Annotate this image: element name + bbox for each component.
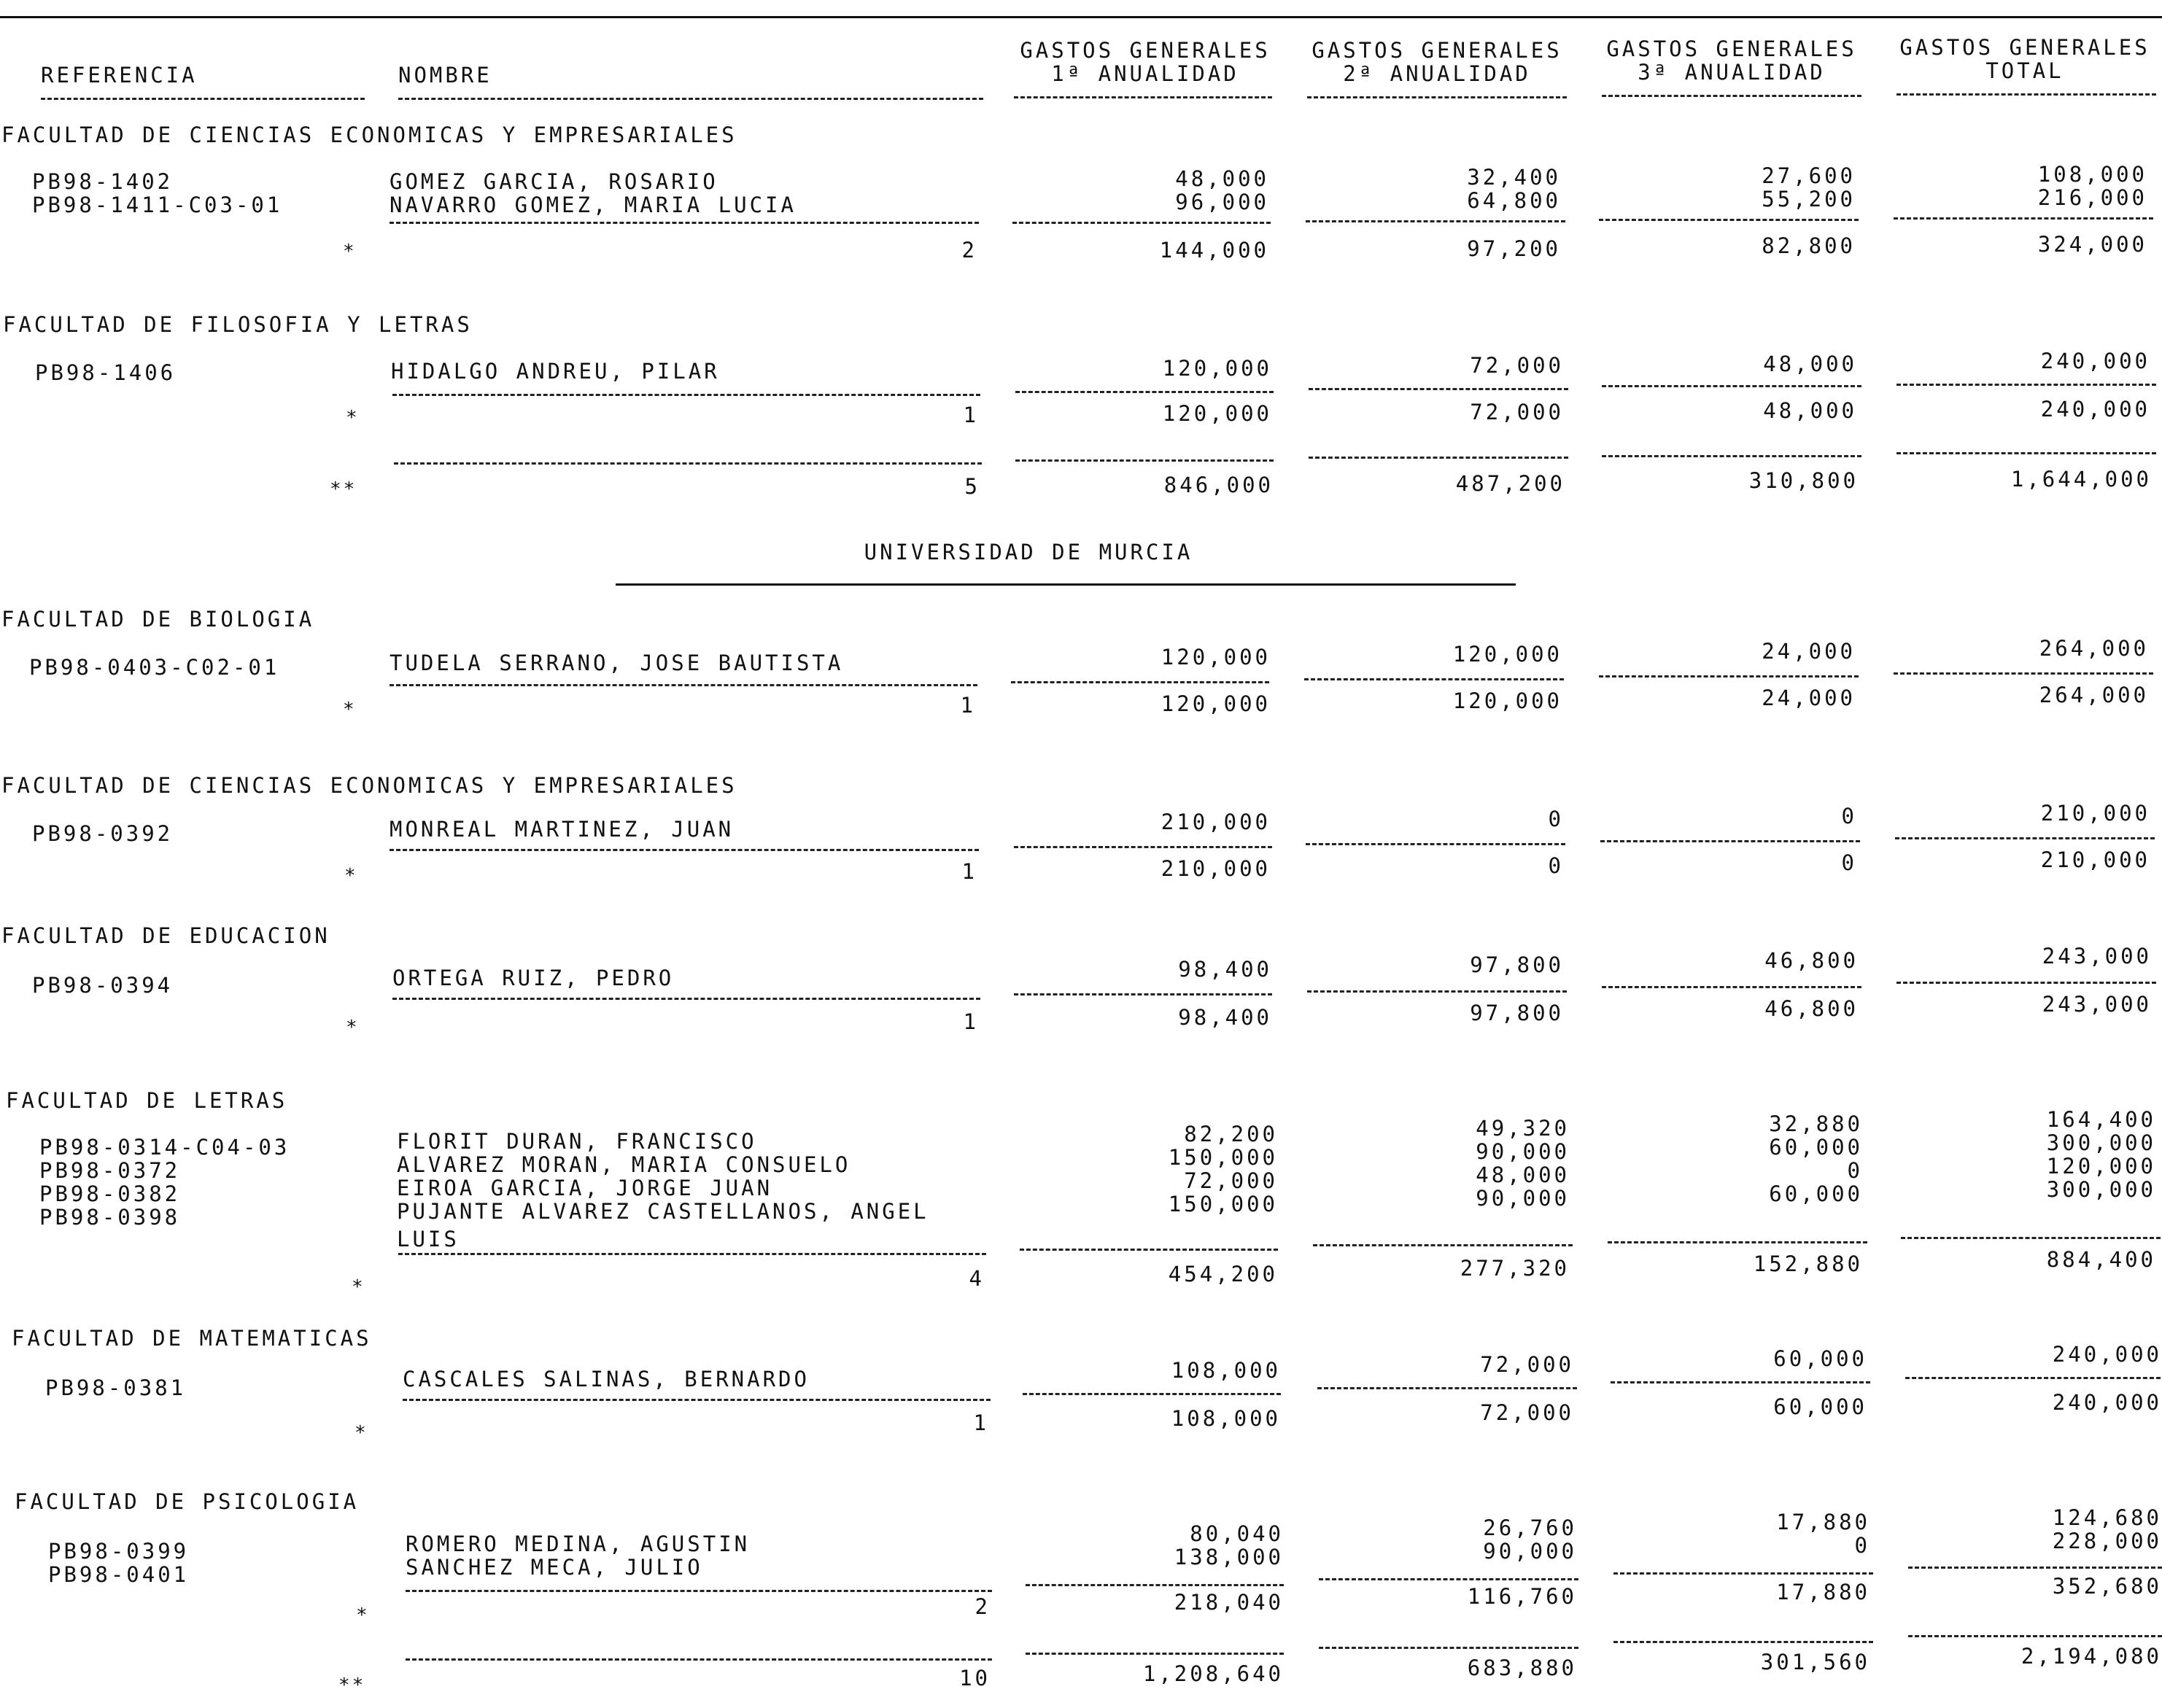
subtotal-a1: 98,400	[1178, 1005, 1272, 1030]
subtotal-a1: 454,200	[1168, 1262, 1278, 1286]
row-a2: 90,000	[1476, 1186, 1570, 1211]
subtotal-count: 4	[969, 1266, 985, 1291]
row-name: EIROA GARCIA, JORGE JUAN	[397, 1176, 773, 1200]
subtotal-rule	[390, 849, 979, 851]
header-col4-line1: GASTOS GENERALES	[1899, 35, 2150, 60]
subtotal-rule	[1306, 220, 1565, 222]
row-ref: PB98-0398	[39, 1205, 181, 1230]
row-a1: 150,000	[1168, 1145, 1278, 1170]
subtotal-rule	[398, 1253, 986, 1255]
subtotal-count: 1	[963, 1009, 979, 1034]
subtotal-mark: *	[352, 1276, 365, 1298]
subtotal-rule	[1012, 222, 1271, 224]
grand-total-rule	[1026, 1653, 1284, 1655]
subtotal-count: 1	[973, 1410, 989, 1435]
subtotal-rule	[1304, 678, 1564, 680]
subtotal-a2: 72,000	[1470, 400, 1564, 424]
row-a2: 26,760	[1483, 1515, 1577, 1540]
header-col2-line1: GASTOS GENERALES	[1311, 38, 1562, 63]
row-total: 243,000	[2042, 944, 2152, 968]
row-a2: 120,000	[1452, 642, 1562, 667]
grand-total-mark: **	[330, 478, 357, 500]
section-title: FACULTAD DE LETRAS	[6, 1088, 288, 1113]
row-name: FLORIT DURAN, FRANCISCO	[397, 1129, 757, 1154]
subtotal-a1: 108,000	[1171, 1406, 1281, 1431]
row-a3: 0	[1841, 804, 1857, 828]
row-ref: PB98-0382	[39, 1181, 181, 1206]
row-name: HIDALGO ANDREU, PILAR	[391, 359, 720, 384]
subtotal-a1: 144,000	[1159, 238, 1269, 263]
row-a3: 17,880	[1776, 1510, 1870, 1534]
row-a1: 108,000	[1171, 1358, 1281, 1383]
subtotal-rule	[1307, 990, 1567, 993]
subtotal-a3: 17,880	[1776, 1580, 1870, 1604]
row-a3: 27,600	[1762, 163, 1856, 188]
subtotal-rule	[1015, 391, 1274, 393]
row-a1: 120,000	[1162, 356, 1272, 381]
section-title: FACULTAD DE MATEMATICAS	[12, 1326, 372, 1351]
grand-total-a1: 846,000	[1163, 473, 1274, 497]
subtotal-a3: 82,800	[1762, 233, 1856, 258]
header-underline	[398, 98, 983, 100]
subtotal-rule	[1608, 1241, 1867, 1243]
grand-total-a2: 683,880	[1467, 1655, 1577, 1680]
subtotal-a2: 0	[1548, 853, 1564, 878]
subtotal-mark: *	[343, 241, 357, 263]
header-underline	[1014, 96, 1272, 98]
subtotal-mark: *	[346, 1017, 360, 1039]
subtotal-a2: 72,000	[1480, 1400, 1574, 1425]
row-ref: PB98-0372	[39, 1158, 181, 1183]
row-total: 120,000	[2046, 1154, 2156, 1179]
row-ref: PB98-1402	[32, 169, 174, 194]
subtotal-mark: *	[346, 407, 360, 429]
header-underline	[1602, 95, 1861, 97]
subtotal-count: 1	[963, 403, 979, 427]
subtotal-total: 352,680	[2052, 1574, 2162, 1599]
row-name: NAVARRO GOMEZ, MARIA LUCIA	[390, 193, 797, 217]
row-ref: PB98-1411-C03-01	[32, 193, 283, 217]
row-total: 240,000	[2052, 1342, 2162, 1367]
section-title: FACULTAD DE CIENCIAS ECONOMICAS Y EMPRESARIALES	[1, 123, 737, 147]
header-col2-line2: 2ª ANUALIDAD	[1343, 61, 1531, 86]
row-a3: 0	[1847, 1158, 1863, 1183]
header-col4-line2: TOTAL	[1985, 58, 2064, 83]
subtotal-a2: 97,800	[1470, 1001, 1564, 1025]
subtotal-a1: 120,000	[1162, 401, 1272, 426]
row-a2: 90,000	[1476, 1139, 1570, 1164]
row-a3: 55,200	[1762, 187, 1856, 211]
section-title: FACULTAD DE BIOLOGIA	[1, 607, 315, 632]
subtotal-count: 1	[961, 859, 977, 884]
subtotal-rule	[1014, 846, 1272, 848]
subtotal-a1: 210,000	[1161, 856, 1271, 881]
row-a2: 0	[1548, 807, 1564, 831]
row-a3: 0	[1854, 1533, 1870, 1558]
grand-total-rule	[1602, 455, 1861, 457]
header-col3-line1: GASTOS GENERALES	[1606, 36, 1857, 61]
row-ref: PB98-1406	[35, 360, 177, 385]
row-name: ORTEGA RUIZ, PEDRO	[392, 966, 675, 990]
subtotal-rule	[392, 394, 980, 396]
header-underline	[1307, 96, 1567, 98]
row-ref: PB98-0399	[48, 1539, 190, 1564]
grand-total-a1: 1,208,640	[1142, 1661, 1284, 1686]
subtotal-rule	[1894, 672, 2153, 675]
grand-total-count: 5	[964, 474, 980, 499]
subtotal-rule	[1020, 1249, 1278, 1251]
row-a1: 48,000	[1175, 166, 1269, 191]
row-name: TUDELA SERRANO, JOSE BAUTISTA	[390, 651, 844, 675]
subtotal-a2: 97,200	[1467, 236, 1561, 261]
header-referencia: REFERENCIA	[41, 63, 198, 88]
row-a1: 138,000	[1174, 1545, 1284, 1569]
grand-total-count: 10	[959, 1666, 991, 1690]
row-name: GOMEZ GARCIA, ROSARIO	[390, 169, 718, 194]
row-name: LUIS	[397, 1227, 460, 1251]
subtotal-a2: 120,000	[1452, 688, 1562, 713]
subtotal-total: 240,000	[2052, 1390, 2162, 1415]
subtotal-rule	[1026, 1584, 1284, 1586]
subtotal-rule	[1014, 993, 1272, 995]
subtotal-rule	[1602, 986, 1861, 988]
subtotal-rule	[1901, 1237, 2161, 1239]
subtotal-rule	[1023, 1393, 1281, 1395]
row-ref: PB98-0401	[48, 1562, 190, 1587]
row-name: PUJANTE ALVAREZ CASTELLANOS, ANGEL	[397, 1199, 929, 1224]
grand-total-a3: 310,800	[1748, 468, 1859, 493]
subtotal-total: 240,000	[2040, 397, 2150, 422]
row-ref: PB98-0314-C04-03	[39, 1135, 290, 1160]
row-total: 164,400	[2046, 1107, 2156, 1132]
grand-total-rule	[1015, 459, 1274, 462]
row-a3: 60,000	[1769, 1181, 1863, 1206]
subtotal-a3: 60,000	[1773, 1394, 1867, 1419]
row-total: 124,680	[2052, 1505, 2162, 1530]
subtotal-count: 2	[961, 238, 977, 263]
row-ref: PB98-0403-C02-01	[29, 655, 280, 680]
subtotal-rule	[406, 1590, 992, 1592]
subtotal-a3: 152,880	[1753, 1251, 1863, 1276]
row-a1: 96,000	[1175, 190, 1269, 214]
top-rule	[0, 16, 2162, 18]
subtotal-count: 2	[975, 1594, 991, 1619]
row-a1: 82,200	[1184, 1122, 1278, 1146]
subtotal-rule	[1313, 1244, 1573, 1246]
grand-total-total: 1,644,000	[2010, 467, 2152, 492]
row-a1: 210,000	[1161, 810, 1271, 834]
university-title-rule	[616, 583, 1516, 586]
row-a1: 98,400	[1178, 957, 1272, 982]
row-ref: PB98-0394	[32, 973, 174, 998]
header-underline	[41, 98, 365, 100]
header-col1-line2: 1ª ANUALIDAD	[1051, 61, 1239, 86]
row-a2: 97,800	[1470, 952, 1564, 977]
subtotal-rule	[390, 684, 977, 686]
subtotal-rule	[1895, 837, 2155, 839]
row-a1: 80,040	[1190, 1521, 1284, 1546]
section-title: FACULTAD DE PSICOLOGIA	[15, 1489, 360, 1514]
subtotal-a1: 120,000	[1161, 691, 1271, 716]
subtotal-rule	[1319, 1578, 1578, 1580]
section-title: FACULTAD DE EDUCACION	[1, 923, 330, 948]
subtotal-a3: 48,000	[1763, 398, 1857, 423]
grand-total-rule	[406, 1658, 992, 1661]
row-name: ROMERO MEDINA, AGUSTIN	[406, 1532, 751, 1556]
subtotal-rule	[1317, 1387, 1577, 1389]
row-a3: 24,000	[1762, 639, 1856, 664]
row-total: 210,000	[2040, 801, 2150, 826]
subtotal-rule	[1599, 675, 1859, 678]
subtotal-mark: *	[344, 865, 358, 887]
subtotal-mark: *	[356, 1604, 370, 1626]
subtotal-a2: 116,760	[1467, 1584, 1577, 1609]
subtotal-rule	[1896, 384, 2156, 386]
header-col1-line1: GASTOS GENERALES	[1020, 38, 1271, 63]
header-nombre: NOMBRE	[398, 63, 492, 88]
row-a1: 150,000	[1168, 1192, 1278, 1216]
row-total: 264,000	[2039, 636, 2149, 661]
subtotal-rule	[1306, 843, 1565, 845]
subtotal-a3: 24,000	[1762, 686, 1856, 710]
row-a2: 72,000	[1470, 353, 1564, 378]
subtotal-total: 264,000	[2039, 683, 2149, 707]
row-a2: 49,320	[1476, 1116, 1570, 1141]
subtotal-rule	[1896, 982, 2156, 984]
row-name: CASCALES SALINAS, BERNARDO	[403, 1367, 810, 1391]
subtotal-rule	[1611, 1381, 1870, 1383]
grand-total-total: 2,194,080	[2020, 1644, 2162, 1669]
row-a2: 48,000	[1476, 1162, 1570, 1187]
row-a1: 72,000	[1184, 1168, 1278, 1193]
row-a2: 72,000	[1480, 1352, 1574, 1377]
subtotal-rule	[1599, 219, 1859, 221]
subtotal-rule	[1011, 681, 1269, 683]
grand-total-a3: 301,560	[1760, 1650, 1870, 1674]
row-ref: PB98-0381	[45, 1375, 187, 1400]
row-a3: 48,000	[1763, 352, 1857, 376]
row-a3: 60,000	[1769, 1135, 1863, 1160]
subtotal-total: 243,000	[2042, 992, 2152, 1017]
subtotal-rule	[403, 1399, 991, 1401]
row-total: 216,000	[2037, 185, 2147, 210]
grand-total-rule	[1613, 1641, 1873, 1643]
grand-total-rule	[1319, 1647, 1578, 1649]
section-title: FACULTAD DE FILOSOFIA Y LETRAS	[3, 312, 473, 337]
row-total: 300,000	[2046, 1177, 2156, 1202]
header-underline	[1896, 93, 2156, 96]
row-name: ALVAREZ MORAN, MARIA CONSUELO	[397, 1152, 851, 1177]
section-title: FACULTAD DE CIENCIAS ECONOMICAS Y EMPRESARIALES	[1, 773, 737, 798]
header-col3-line2: 3ª ANUALIDAD	[1638, 60, 1826, 85]
row-a3: 46,800	[1764, 948, 1859, 973]
subtotal-a1: 218,040	[1174, 1590, 1284, 1615]
row-a1: 120,000	[1161, 645, 1271, 669]
subtotal-a3: 46,800	[1764, 996, 1859, 1021]
row-a3: 32,880	[1769, 1111, 1863, 1136]
row-total: 300,000	[2046, 1130, 2156, 1155]
row-total: 228,000	[2052, 1529, 2162, 1553]
subtotal-rule	[1600, 840, 1860, 842]
subtotal-total: 210,000	[2040, 847, 2150, 872]
subtotal-rule	[1908, 1567, 2162, 1569]
subtotal-rule	[1309, 388, 1568, 390]
grand-total-mark: **	[338, 1674, 366, 1696]
subtotal-a2: 277,320	[1460, 1256, 1570, 1281]
row-a2: 32,400	[1467, 165, 1561, 190]
subtotal-rule	[1602, 385, 1861, 387]
grand-total-rule	[1908, 1635, 2162, 1637]
subtotal-rule	[1613, 1572, 1873, 1575]
subtotal-rule	[1905, 1377, 2161, 1379]
grand-total-rule	[1896, 452, 2156, 454]
university-title: UNIVERSIDAD DE MURCIA	[864, 540, 1193, 564]
grand-total-rule	[394, 462, 982, 465]
row-a3: 60,000	[1773, 1346, 1867, 1371]
row-a2: 90,000	[1483, 1539, 1577, 1564]
subtotal-mark: *	[354, 1422, 368, 1444]
subtotal-count: 1	[960, 693, 976, 718]
grand-total-rule	[1309, 457, 1568, 459]
row-name: SANCHEZ MECA, JULIO	[406, 1555, 703, 1580]
row-name: MONREAL MARTINEZ, JUAN	[390, 817, 735, 842]
subtotal-rule	[1894, 217, 2153, 220]
subtotal-a3: 0	[1841, 850, 1857, 875]
subtotal-total: 884,400	[2046, 1247, 2156, 1272]
grand-total-a2: 487,200	[1455, 471, 1565, 496]
row-total: 108,000	[2037, 162, 2147, 187]
subtotal-rule	[390, 222, 979, 224]
row-a2: 64,800	[1467, 188, 1561, 213]
subtotal-total: 324,000	[2037, 232, 2147, 257]
row-ref: PB98-0392	[32, 821, 174, 846]
subtotal-mark: *	[343, 699, 357, 721]
row-total: 240,000	[2040, 349, 2150, 373]
subtotal-rule	[392, 998, 980, 1000]
